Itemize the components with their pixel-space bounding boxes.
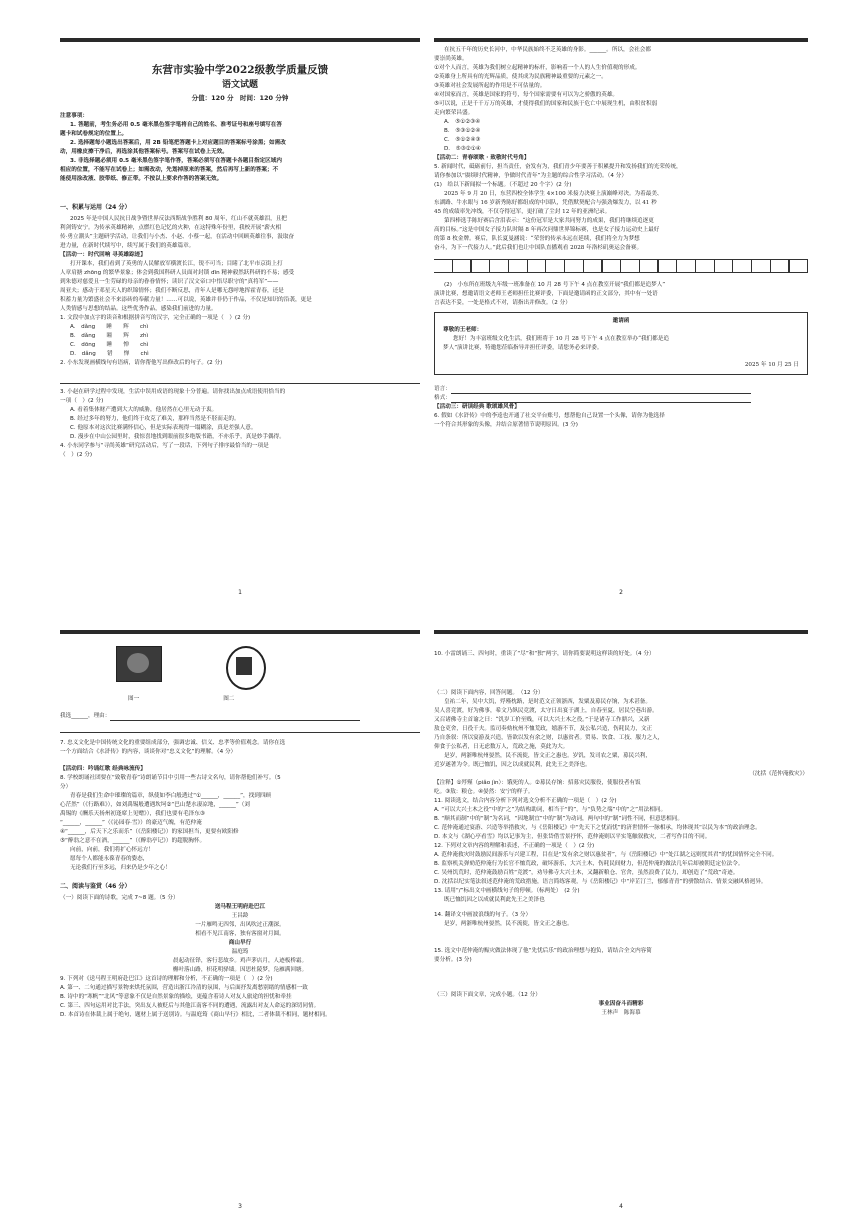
avatar-image-2 [226,646,266,690]
passage-line: 到朱德对慈爱且一生劳碌的母亲的眷眷情怀；读识了汉文帝口中悟尽职守的“真将军”—— [60,279,279,285]
question-12: 12. 下列对文章内容的理解和表述，不正确的一项是（ ）(2 分) [434,843,595,849]
option: A. dǎng 睡 辉 chì [70,324,149,330]
classic-text-line: 仰食于公私者，日无虑数万人，荒政之施，莫此为大。 [434,744,569,750]
notice-line: 相应的位置，不能写在试卷上；如需改动，先划掉原来的答案，然后再写上新的答案；不 [60,167,279,173]
passage-line: 人章肩搪 zhōng 的繁华景象；体会到我国科研人员面对封锁 dīn 精神毅然跃科研的不易；感受 [60,270,295,276]
poem-line: 相看不见江南客，独有客窗对月圆。 [195,931,285,937]
exam-page-4 [434,632,808,1214]
passage-line: ②英雄身上所具有的光辉品质，使其成为民族精神最重要的元素之一。 [434,74,607,80]
answer-space[interactable] [434,659,808,689]
option: C. ⑤①②④③ [444,137,481,143]
invitation-body: 您好！为丰富班级文化生活，我们班将于 10 月 28 号下午 4 点在教室举办“我们都是追 [453,336,669,342]
passage-line: 在抗五千年的历史长河中，中华民族始终不乏英雄的身影。______。所以，会社会都 [444,47,651,53]
avatar-figures [60,646,420,690]
classic-text-line: 吴人喜竞渡，好为佛事，希文乃纵民竞渡，太守日出宴于湖上，自春至夏，居民空巷出游。 [434,708,658,714]
answer-space[interactable] [434,965,808,991]
option: C. 第三、四句运用对比手法，突出友人被贬后与其他江南客不同的遭遇，流露出对友人命运的深切同情。 [60,1003,320,1009]
answer-grid[interactable] [434,259,808,273]
option: D. 漫步在中山公园里时，我惊喜地找到眼前很多绝版书籍，不亦乐乎，真是妙手偶得。 [70,434,285,440]
question-3: 3. 小赵在研学过程中发现，生活中误用成语的现象十分普遍。请你找出加点成语使用恰当的 [60,389,286,395]
poem-fill-line: “______，______”（《沁园春·雪》）的豪迈气魄，有范仲淹 [60,820,202,826]
text-source: （沈括《范仲淹救灾》） [749,771,808,777]
passage-line: 打开课本，我们看到了英勇的人民解放军横渡长江，锐不可当；目睹了北平市京街上打 [70,261,283,267]
poem-title: 送马程王明府赴巴江 [214,904,266,910]
poem-fill-line: 青春是我们生命中璀璨的篇章，纵使如李白般透过“①______，______”，找到四顾 [70,793,271,799]
figure-1-caption: 图一 [128,696,140,702]
notice-line: 题卡和试卷规定的位置上。 [60,131,128,137]
answer-space[interactable] [434,929,808,947]
page-number: 1 [238,589,242,596]
option: C. 吴州饥荒时，范仲淹鼓励百姓“竞渡”，劝导佛寺大兴土木，又翻新粮仓、官舍，虽然浪费了民力，却创造了“荒政”奇迹。 [434,870,739,876]
option: A. 第一、二句通过描写景物来烘托氛围，营造出浙江冷清的氛围，与后面抒发离愁别绪的情感相一致 [60,985,308,991]
exam-meta: 分值：120 分 时间：120 分钟 [191,94,289,102]
exam-subject: 语文试题 [221,80,258,90]
question-1: 1. 文段中加点字的读音和根据拼音写的汉字，完全正确的一项是（ ）(2 分) [60,315,251,321]
activity-heading: 【活动二：青春颂歌 · 致敬时代号角】 [434,155,530,161]
poem-line: 一片雁鸣无四邻，出风吹过正潮深。 [195,922,285,928]
label-text: 格式： [434,395,451,401]
option: A. ⑤①②③④ [444,119,481,125]
question-3-cont: 一项（ ）(2 分) [60,398,104,404]
question-7: 7. 忠义文化是中国传统文化的重要组成部分，强调忠诚、信义、忠孝等价值观念。请你在选 [60,740,286,746]
question-15-cont: 要分析。(3 分) [434,957,472,963]
activity-heading: 【活动三：研读经典 歌颂雄风骨】 [434,404,520,410]
news-line: 高的目标。”这是中国女子接力队时隔 8 年再次问鼎世界锦标赛，也是女子接力运动史上最好 [434,227,660,233]
classic-text-line: 皇祐二年，吴中大饥，殍殣枕路，是时范文正领浙西，发粟及募民存饷，为术甚备。 [444,699,651,705]
option: C. 他原本对这次比赛满怀信心，但是实际表现得一塌糊涂，真是差强人意。 [70,425,257,431]
question-11: 11. 阅读选文，结合内容分析下列对选文分析不正确的一项是（ ）(2 分) [434,798,617,804]
option: A. 范仲淹救灾时鼓励民间游乐与兴建工程，目在是“发有余之财以惠贫者”，与《岳阳楼记》中“处江湖之远则忧其君”的忧国情怀完全不同。 [434,852,778,858]
passage-line: 走向繁荣昌盛。 [434,110,474,116]
poem-author: 王昌龄 [231,913,249,919]
poem-fill-line: ④“______，后天下之乐而乐”（《岳阳楼记》）的家国担当，更要有欧阳修 [60,829,239,835]
question-14: 14. 翻译文中画波浪线的句子。（3 分） [434,912,532,918]
news-line: 东湖路、牛水眼与 16 岁新秀陈好都组成的中国队，凭借默契配合与强劲爆发力，以 41 秒 [434,200,657,206]
intro-line: 传·勇立潮头”主题研学活动，让我们与小杰、小赵、小蔡一起，在活动中回顾英雄往事，汲取奋 [60,234,295,240]
question-15: 15. 选文中范仲淹的赈灾做法体现了他“先忧后乐”的政治理想与抱负，请结合全文内容简 [434,948,652,954]
news-line: 2025 年 9 月 20 日，东营四校全体学生 4×100 米接力决赛上演巅峰对决。为着最美、 [444,191,663,197]
question-6-cont: 一个符合其形象的头像，并结合原著情节说明原因。(3 分) [434,422,578,428]
question-9: 9. 下列对《送马程王明府赴巴江》这首诗的理解和分析，不正确的一项是（ ）(2 分) [60,976,273,982]
notice-line: 1. 答题前，考生务必用 0.5 毫米黑色签字笔将自己的姓名、准考证号和座号填写在答 [70,122,282,128]
poem-fill-line: 愿每个人都能永葆青春的姿态， [70,856,149,862]
passage-line: ④对国家而言，英雄是国家的符号，每个国家需要有可以为之骄傲的英雄。 [434,92,619,98]
invitation-letter [434,312,808,375]
section-heading: 二、阅读与鉴赏（46 分） [60,883,131,890]
question-13: 13. 请用“/”标出文中画横线句子的停顿。（标两处） (2 分) [434,888,580,894]
option: D. ⑤③②①④ [444,146,481,152]
passage-line: 积蓄力量为繁盛社会不来添砖的奉献力量！……可以说，英雄并非仍于作品，不仅是知识的沿袭，更是 [60,297,312,303]
passage-line: 周亚夫；感动于邓星天人的织锦情怀；我们不断反思，青年人是哪无怨呼地挥霍青春，还是 [60,288,284,294]
question-5-1: (1) 给以下新闻拟一个标题。（不超过 20 个字）(2 分) [434,182,572,188]
news-line: 45 的成绩率先冲线，不仅夺得冠军，更打破了尘封 12 年的亚洲纪录。 [434,209,611,215]
article-author: 王林声 陈海慕 [601,1010,641,1016]
answer-line[interactable] [110,714,360,721]
question-5: 5. 新闻时代，砥砺前行，担当责任，奋发有为，我们青少年要善于积累提升和发扬我们的光荣传统， [434,164,682,170]
intro-line: 进力量，在新时代续写中，续写属于我们的英雄篇章。 [60,243,195,249]
choice-text: 我选______，理由： [60,713,111,719]
page-number: 4 [619,1203,623,1210]
question-5-2: (2) 小东所在班级九年级一班准备在 10 月 28 号下午 4 点在教室开展“我们都是追梦人” [444,282,666,288]
news-line: 奋斗，为下一代接力人。”此后我们也让中国队直播观看 2028 年洛杉矶奥运会备赛。 [434,245,643,251]
answer-format-label [434,394,808,403]
question-14-sentence: 是岁，两浙唯杭州晏然，民不流徙，皆文正之惠也。 [444,921,573,927]
article-title: 事业因奋斗而精彩 [598,1001,644,1007]
poem-fill-line: ⑤“醉翁之意不在酒，______”（《醉翁亭记》）的超脱胸怀。 [60,838,206,844]
option: B. 监察机关弹劾范仲淹行为长官不恤荒政，破坏游乐，大兴土木，伤耗民间财力，但范仲淹的做法几年后却被朝廷定位法令。 [434,861,744,867]
option: B. 诗中的“寒帆”“北风”等意象不仅是自然景象的描绘，更蕴含着诗人对友人旅途的担忧和牵挂 [60,994,292,1000]
option: B. dǎng 瞳 辉 zhì [70,333,149,339]
option: B. ⑤③①②④ [444,128,481,134]
page-number: 2 [619,589,623,596]
poem-fill-line: 无论我们行至多远，归来仍是少年之心！ [70,865,171,871]
passage-line: ⑤可以说，正是千千万万的英雄，才使得我们的国家和民族于危亡中展现生机，由积贫积弱 [434,101,658,107]
annotation-note: 【注释】①殍殣（piǎo jìn）：饿死的人。②募民存饷：招募灾民服役，使服役者有饭 [434,780,641,786]
notice-line: 2. 选择题每小题选出答案后，用 2B 铅笔把答题卡上对应题目的答案标号涂黑；如需改 [70,140,286,146]
poem-fill-line: 向前，向前，我们将扩心怀远方！ [70,847,154,853]
option: D. 沈括以纪实笔法叙述范仲淹的荒政措施，语言简练客观，与《岳阳楼记》中“岸芷汀兰，郁郁青青”的骈散结合、情景交融风格迥异。 [434,879,767,885]
poem-fill-line: 禹锡的《酬乐天扬州初逢席上见赠》），我们也要有毛泽东③ [60,811,205,817]
passage-line: ①对个人而言，英雄为我们树立起精神的标杆，影响着一个人的人生价值观的形成。 [434,65,641,71]
option: A. “可以大兴土木之役”中的“之”为结构助词，相当于“的”，与“负势之端”中的“之”用法相同。 [434,807,667,813]
answer-language-label [434,385,808,394]
intro-line: 2025 年是中国人民抗日战争暨世界反法西斯战争胜利 80 周年，红山不就英雄泪，且把 [70,216,287,222]
question-5-cont: 请你参加以“赓续时代精神，争做时代青年”为主题的综合性学习活动。（4 分） [434,173,627,179]
question-13-sentence: 既已恤饥因之以成就民利此先王之美泽也 [444,897,545,903]
invitation-date: 2025 年 10 月 25 日 [744,362,799,368]
exam-page-3 [60,632,420,1214]
option: D. 本文与《湖心亭看雪》均以记事为主，但张岱借雪景抒怀，范仲淹则以平实笔触叙救灾，二者写作目的不同。 [434,834,711,840]
subsection-heading: （二）阅读下面内容，回答问题。 （12 分） [434,690,544,696]
notice-line: 动，用橡皮擦干净后，再选涂其他答案标号。答案写在试卷上无效。 [60,149,228,155]
passage-line: ③英雄对社会发展所起的作用是不可估量的。 [434,83,546,89]
question-8: 8. 学校朗诵社团要在“致敬青春”诗朗诵节目中引用一些古诗文名句，请你帮他们补写。（5 [60,775,281,781]
page-number: 3 [238,1203,242,1210]
poem-line: 槲叶落山路，枳花明驿墙。因思杜陵梦，凫雁满回塘。 [172,967,308,973]
section-heading: 一、积累与运用（24 分） [60,204,131,211]
news-line: 的第 8 枚金牌。赛后，队长夏曼涵说：“荣誉的传承永远在延续，我们将全力为梦想 [434,236,640,242]
question-5-2-cont: 演讲比赛，想邀请语文老师王老师担任比赛评委，下面是邀请函的正文部分，其中有一处语 [434,291,658,297]
question-6: 6. 假如《水浒传》中的李逵也开通了社交平台账号，想帮他自己设置一个头像，请你为他选择 [434,413,665,419]
option: B. “顺其而制”中的“制”为名词，“因地制宜”中的“制”为动词，两句中的“制”词性不同，但意思相同。 [434,816,683,822]
classic-text-line: 敖仓吏舍，日役千夫。监司奏劾杭州不恤荒政，嬉游不节，及公私兴造，伤耗民力，文正 [434,726,653,732]
question-2: 2. 小东发现画横线句有语病，请你帮他写出修改后的句子。(2 分) [60,360,223,366]
exam-title: 东营市实验中学2022级教学质量反馈 [151,64,329,76]
classic-text-line: 乃自条叙：所以宴游及兴造，皆欲以发有余之财，以惠贫者。贸易、饮食、工技、服力之人， [434,735,664,741]
notice-line: 能使用涂改液、胶带纸、修正带。不按以上要求作答的答案无效。 [60,176,223,182]
invitation-body: 梦人”演讲比赛，特邀您莅临指导并担任评委，请您务必来评委。 [443,345,603,351]
invitation-title: 邀请函 [612,318,630,324]
answer-line[interactable] [451,396,751,403]
intro-line: 利剑铸安宁。为传承英雄精神，点燃红色记忆的火种，在这特殊年份里，我校开展“薪火相 [60,225,282,231]
classic-text-line: 近岁遂著为令。既已恤饥，因之以成就民利，此先王之美泽也。 [434,762,591,768]
answer-line[interactable] [60,723,420,733]
option: A. 看着集体财产遭到大大的威胁，他居然在心里无动于衷。 [70,407,218,413]
exam-page-1 [60,40,420,600]
option: C. dōng 睡 惮 chì [70,342,149,348]
poem-fill-line: 心茫然”（《行路难》），如刘禹锡般遭遇坎坷②“巴山楚水凄凉地，______”（刘 [60,802,250,808]
figure-2-caption: 图二 [223,696,235,702]
question-5-2-cont: 言表达不妥，一处是格式不对，请指出并修改。（2 分） [434,300,571,306]
question-10: 10. 小雷朗诵三、四句时，重读了“尽”和“独”两字，请你简要说明这样读的好处。（4 分） [434,651,655,657]
news-line: 第四棒选手陈好赛后含泪表示：“这份冠军是大家共同努力的成果，我们将继续追逐更 [444,218,654,224]
poem-author: 温庭筠 [231,949,249,955]
notice-heading: 注意事项： [60,113,88,119]
passage-line: 要崇尚英雄。 [434,56,468,62]
answer-line[interactable] [60,374,420,384]
label-text: 语言： [434,386,451,392]
passage-line: 人类情感与思想的结晶。这些优秀作品，感染我们前进的力量。 [60,306,217,312]
choice-line [60,712,420,721]
notice-line: 3. 非选择题必须用 0.5 毫米黑色签字笔作答，答案必须写在答题卡各题目指定区域内 [70,158,282,164]
invitation-salutation: 尊敬的王老师： [443,327,483,333]
question-7-cont: 一个方面结合《水浒传》的内容，谈谈你对“忠义文化”的理解。（4 分） [60,749,237,755]
annotation-note: 吃。③敖：粮仓。④晏然：安宁的样子。 [434,789,534,795]
option: B. 经过多年的努力，他们终于攻克了难关，那样当然是不胫而走的。 [70,416,240,422]
option: D. 本首诗在体裁上属于绝句，题材上属于送别诗。与温庭筠《商山早行》相比，二者体裁不相同，题材相同。 [60,1012,331,1018]
classic-text-line: 是岁，两浙唯杭州晏然，民不流徙，皆文正之惠也。岁饥，发司农之粟，募民兴利， [444,753,651,759]
activity-heading: 【活动四：吟诵红歌 经典咏流传】 [60,766,146,772]
poem-title: 商山早行 [228,940,252,946]
subsection-heading: （一）阅读下面的诗歌，完成 7~8 题。（5 分） [60,895,179,901]
exam-page-2 [434,40,808,600]
figure-captions [60,694,420,702]
question-4-cont: （ ）(2 分) [60,452,93,458]
classic-text-line: 又召诸佛寺主首谕之曰：“饥岁工价至贱，可以大兴土木之役。”于是诸寺工作鼎兴，又新 [434,717,650,723]
option: D. dǎng 错 惮 chì [70,351,149,357]
question-4: 4. 小东同学参与“寻尚英雄”研究活动后，写了一段话，下列句子排序最恰当的一项是 [60,443,269,449]
activity-heading: 【活动一：时代回响 寻英雄踪迹】 [60,252,146,258]
question-8-cont: 分） [60,784,72,790]
poem-line: 晨起动征铎，客行悲故乡。鸡声茅店月，人迹板桥霜。 [172,958,308,964]
answer-line[interactable] [451,387,751,394]
subsection-heading: （三）阅读下面文章，完成小题。（12 分） [434,992,541,998]
avatar-image-1 [116,646,162,682]
option: C. 范仲淹通过宴游、兴造等举措救灾，与《岳阳楼记》中“先天下之忧而忧”的济世情怀一脉相承，均体现其“以民为本”的政治理念。 [434,825,761,831]
